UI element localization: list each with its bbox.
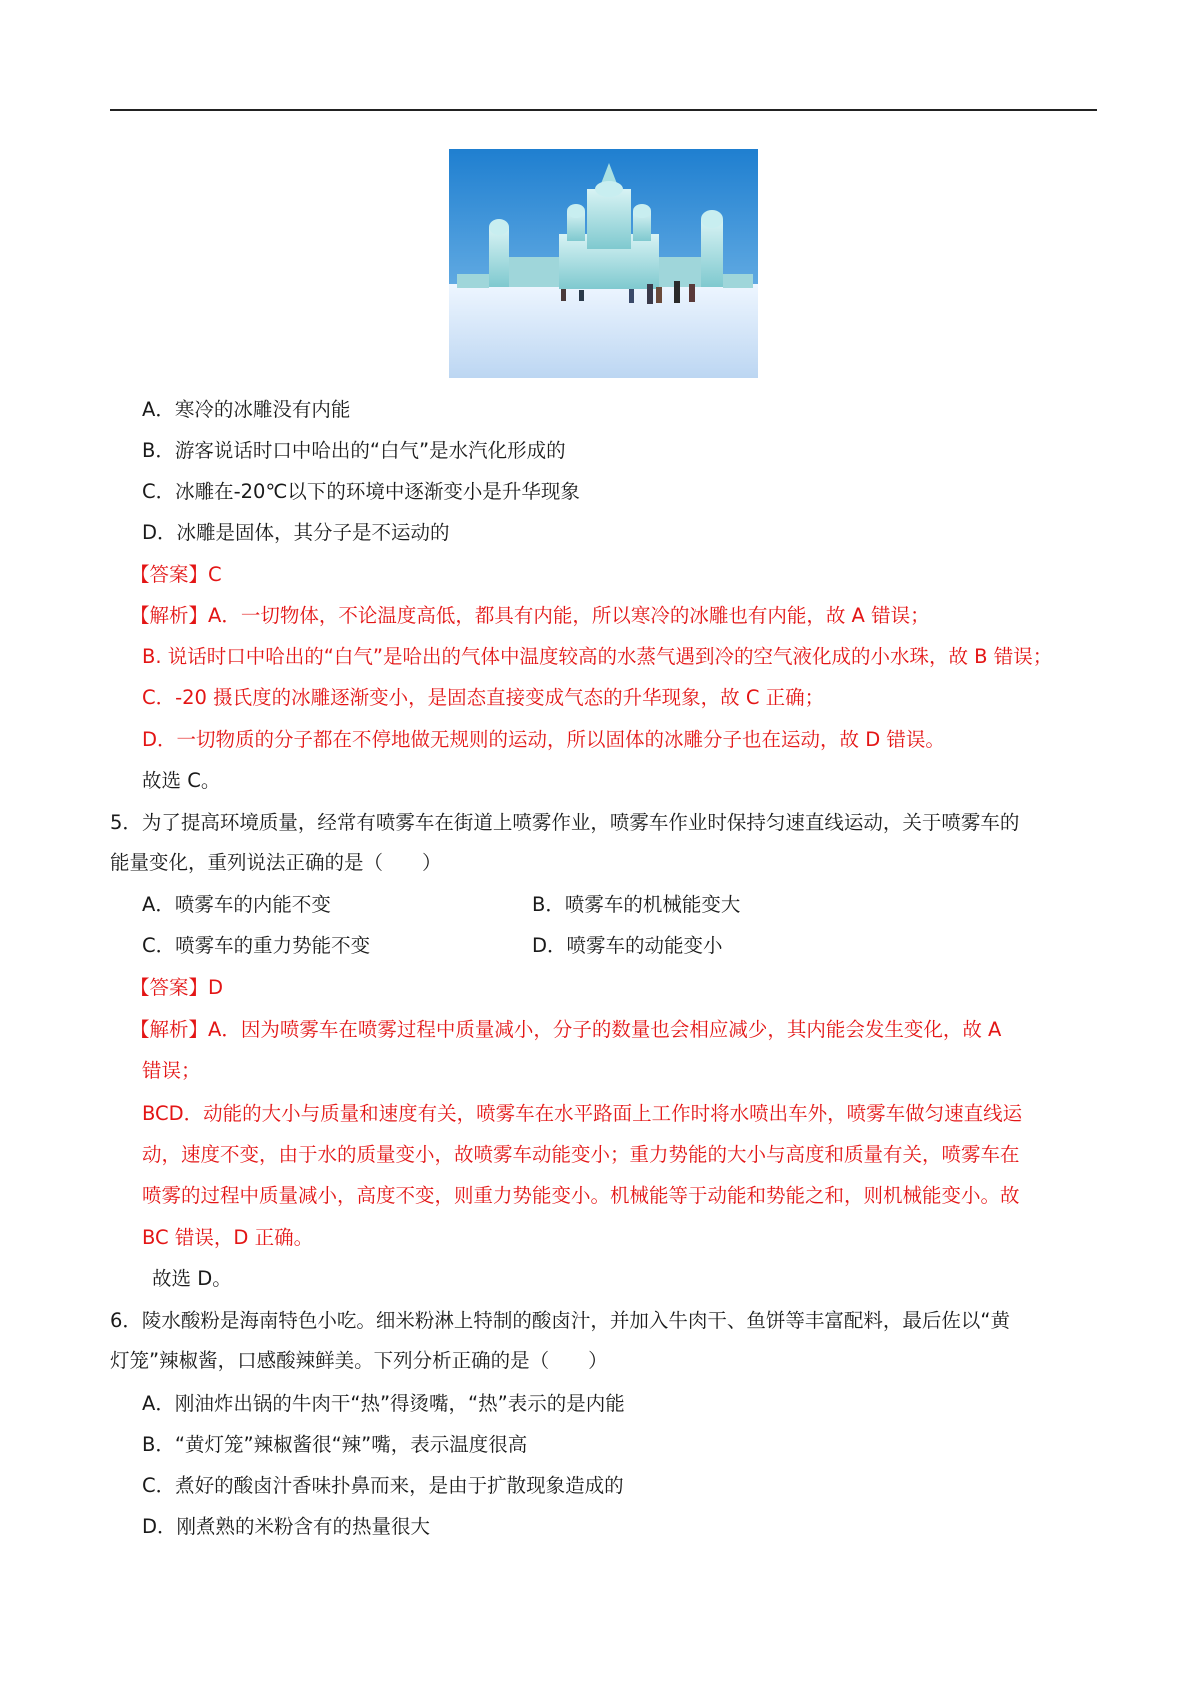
q5-analysis-line-4: 动，速度不变，由于水的质量变小，故喷雾车动能变小；重力势能的大小与高度和质量有关，喷雾车在 bbox=[142, 1143, 1020, 1166]
q4-conclusion: 故选 C。 bbox=[142, 769, 221, 792]
q5-analysis-line-5: 喷雾的过程中质量减小，高度不变，则重力势能变小。机械能等于动能和势能之和，则机械能变小。故 bbox=[142, 1184, 1020, 1207]
q5-analysis-line-2: 错误； bbox=[142, 1059, 201, 1082]
header-rule bbox=[110, 109, 1097, 111]
q5-answer bbox=[130, 974, 223, 1002]
q5-stem-line-2: 能量变化，重列说法正确的是（ ） bbox=[110, 851, 442, 874]
q4-analysis-line-1 bbox=[130, 602, 930, 630]
analysis-label: 【解析】 bbox=[130, 604, 209, 627]
q6-stem-line-1: 6．陵水酸粉是海南特色小吃。细米粉淋上特制的酸卤汁，并加入牛肉干、鱼饼等丰富配料，最后佐以“黄 bbox=[110, 1309, 1011, 1332]
q6-option-b: B．“黄灯笼”辣椒酱很“辣”嘴，表示温度很高 bbox=[142, 1433, 528, 1456]
q4-option-d: D．冰雕是固体，其分子是不运动的 bbox=[142, 521, 450, 544]
q4-analysis-line-3: C．-20 摄氏度的冰雕逐渐变小，是固态直接变成气态的升华现象，故 C 正确； bbox=[142, 686, 825, 709]
q5-option-c: C．喷雾车的重力势能不变 bbox=[142, 934, 371, 957]
analysis-label: 【解析】 bbox=[130, 1018, 209, 1041]
q6-stem-line-2: 灯笼”辣椒酱，口感酸辣鲜美。下列分析正确的是（ ） bbox=[110, 1349, 608, 1372]
analysis-text: A．一切物体，不论温度高低，都具有内能，所以寒冷的冰雕也有内能，故 A 错误； bbox=[208, 604, 930, 627]
ice-sculpture-photo bbox=[449, 149, 758, 378]
answer-label: 【答案】 bbox=[130, 976, 209, 999]
q5-option-a: A．喷雾车的内能不变 bbox=[142, 893, 331, 916]
q4-option-b: B．游客说话时口中哈出的“白气”是水汽化形成的 bbox=[142, 439, 566, 462]
q5-analysis-line-3: BCD．动能的大小与质量和速度有关，喷雾车在水平路面上工作时将水喷出车外，喷雾车做匀速直线运 bbox=[142, 1102, 1023, 1125]
answer-value: C bbox=[208, 563, 222, 586]
q6-option-a: A．刚油炸出锅的牛肉干“热”得烫嘴，“热”表示的是内能 bbox=[142, 1392, 625, 1415]
analysis-text: A．因为喷雾车在喷雾过程中质量减小，分子的数量也会相应减少，其内能会发生变化，故 A bbox=[208, 1018, 1002, 1041]
q6-option-c: C．煮好的酸卤汁香味扑鼻而来，是由于扩散现象造成的 bbox=[142, 1474, 624, 1497]
q4-analysis-line-2: B. 说话时口中哈出的“白气”是哈出的气体中温度较高的水蒸气遇到冷的空气液化成的小水珠，故 B 错误； bbox=[142, 645, 1053, 668]
q5-analysis-line-6: BC 错误，D 正确。 bbox=[142, 1226, 314, 1249]
q5-option-b: B．喷雾车的机械能变大 bbox=[532, 893, 741, 916]
q5-stem-line-1: 5．为了提高环境质量，经常有喷雾车在街道上喷雾作业，喷雾车作业时保持匀速直线运动，关于喷雾车的 bbox=[110, 811, 1020, 834]
q4-option-a: A．寒冷的冰雕没有内能 bbox=[142, 398, 351, 421]
q4-answer bbox=[130, 561, 222, 589]
q5-conclusion: 故选 D。 bbox=[152, 1267, 232, 1290]
q5-analysis-line-1 bbox=[130, 1016, 1001, 1044]
q4-analysis-line-4: D．一切物质的分子都在不停地做无规则的运动，所以固体的冰雕分子也在运动，故 D 错误。 bbox=[142, 728, 945, 751]
q4-option-c: C．冰雕在-20℃以下的环境中逐渐变小是升华现象 bbox=[142, 480, 580, 503]
q6-option-d: D．刚煮熟的米粉含有的热量很大 bbox=[142, 1515, 431, 1538]
answer-label: 【答案】 bbox=[130, 563, 209, 586]
answer-value: D bbox=[208, 976, 224, 999]
q5-option-d: D．喷雾车的动能变小 bbox=[532, 934, 723, 957]
